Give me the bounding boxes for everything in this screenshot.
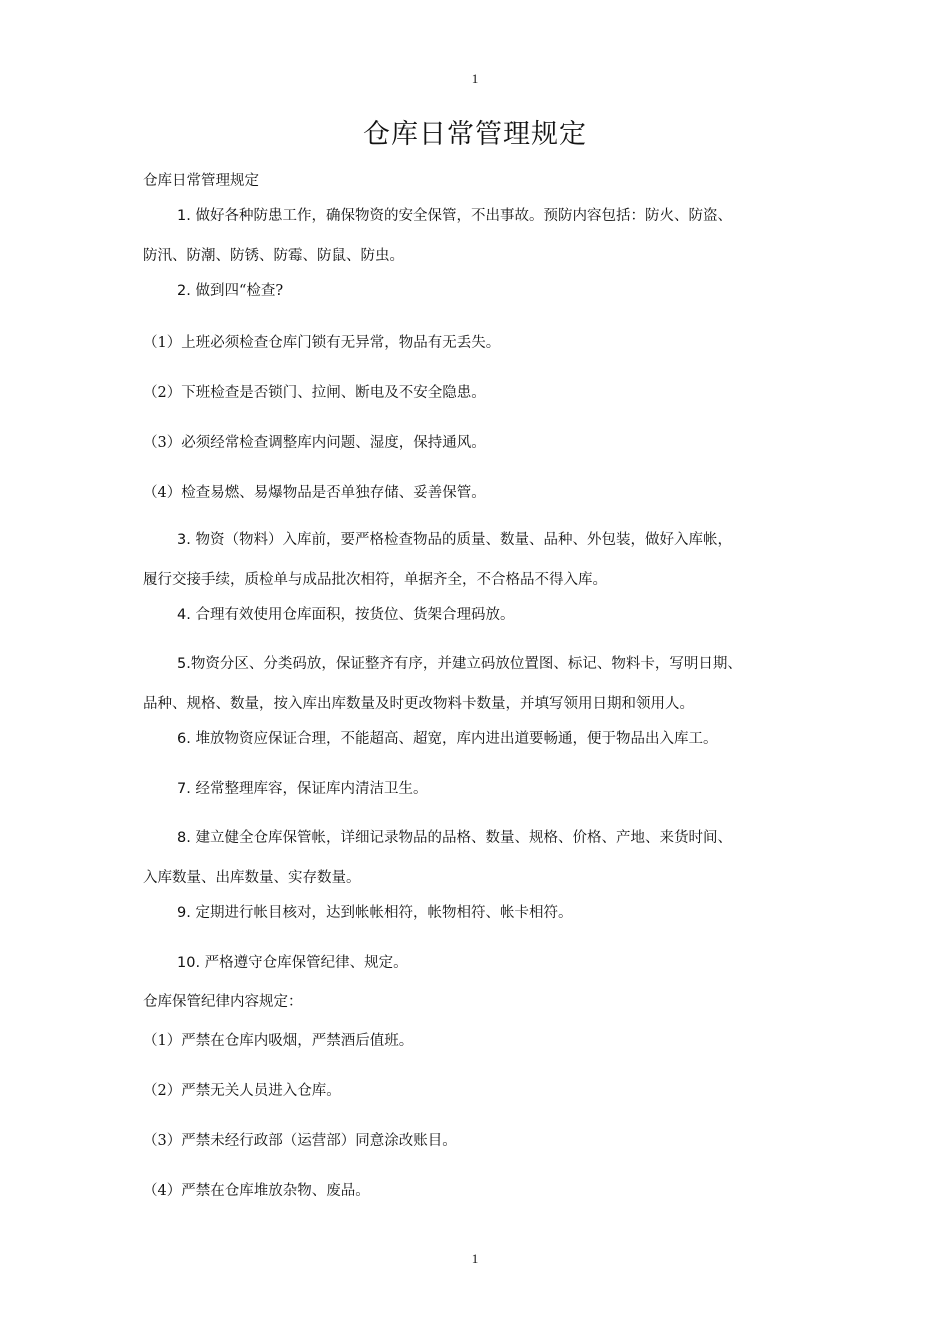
rule-text: 做到四“检查? [195, 283, 284, 299]
rule-item-6 [177, 727, 717, 748]
rule-number: 8. [177, 830, 191, 846]
rule-item-7 [177, 777, 427, 798]
rule-number: 7. [177, 781, 191, 797]
rule-text: 建立健全仓库保管帐，详细记录物品的品格、数量、规格、价格、产地、来货时间、 [195, 830, 732, 846]
rule-item-10 [177, 951, 408, 972]
rule-text: 严格遵守仓库保管纪律、规定。 [204, 955, 408, 971]
check-item-3: （3）必须经常检查调整库内问题、湿度，保持通风。 [143, 435, 486, 451]
rule-item-1-continuation: 防汛、防潮、防锈、防霉、防鼠、防虫。 [143, 248, 404, 264]
rule-text: 堆放物资应保证合理，不能超高、超宽，库内进出道要畅通，便于物品出入库工。 [195, 731, 718, 747]
rule-item-8-continuation: 入库数量、出库数量、实存数量。 [143, 870, 361, 886]
rule-number: 10. [177, 955, 201, 971]
rule-number: 4. [177, 607, 191, 623]
rule-item-3 [177, 528, 732, 549]
check-item-1: （1）上班必须检查仓库门锁有无异常，物品有无丢失。 [143, 335, 501, 351]
rule-item-5-continuation: 品种、规格、数量，按入库出库数量及时更改物料卡数量，并填写领用日期和领用人。 [143, 696, 694, 712]
rule-number: 9. [177, 905, 191, 921]
discipline-item-3: （3）严禁未经行政部（运营部）同意涂改账目。 [143, 1133, 457, 1149]
footer-page-number: 1 [471, 1251, 479, 1266]
rule-number: 5. [177, 656, 191, 672]
rule-text: 物资分区、分类码放，保证整齐有序，并建立码放位置图、标记、物料卡，写明日期、 [190, 656, 742, 672]
discipline-item-1: （1）严禁在仓库内吸烟，严禁酒后值班。 [143, 1033, 414, 1049]
rule-item-4 [177, 603, 514, 624]
rule-number: 1. [177, 208, 191, 224]
rule-text: 定期进行帐目核对，达到帐帐相符，帐物相符、帐卡相符。 [195, 905, 573, 921]
rule-number: 2. [177, 283, 191, 299]
rule-text: 做好各种防患工作，确保物资的安全保管，不出事故。预防内容包括：防火、防盗、 [195, 208, 732, 224]
document-title: 仓库日常管理规定 [363, 119, 587, 150]
rule-item-5 [177, 652, 742, 673]
rule-number: 3. [177, 532, 191, 548]
rule-text: 物资（物料）入库前，要严格检查物品的质量、数量、品种、外包装，做好入库帐， [195, 532, 732, 548]
rule-item-3-continuation: 履行交接手续，质检单与成品批次相符，单据齐全，不合格品不得入库。 [143, 572, 607, 588]
discipline-item-4: （4）严禁在仓库堆放杂物、废品。 [143, 1183, 370, 1199]
rule-item-8 [177, 826, 732, 847]
rule-text: 经常整理库容，保证库内清洁卫生。 [195, 781, 428, 797]
rule-item-9 [177, 901, 572, 922]
rule-item-1 [177, 204, 732, 225]
check-item-4: （4）检查易燃、易爆物品是否单独存储、妥善保管。 [143, 485, 486, 501]
document-subtitle: 仓库日常管理规定 [143, 173, 259, 189]
discipline-heading: 仓库保管纪律内容规定： [143, 994, 303, 1010]
rule-text: 合理有效使用仓库面积，按货位、货架合理码放。 [195, 607, 515, 623]
discipline-item-2: （2）严禁无关人员进入仓库。 [143, 1083, 341, 1099]
rule-number: 6. [177, 731, 191, 747]
check-item-2: （2）下班检查是否锁门、拉闸、断电及不安全隐患。 [143, 385, 486, 401]
header-page-number: 1 [471, 71, 479, 86]
rule-item-2 [177, 279, 283, 300]
